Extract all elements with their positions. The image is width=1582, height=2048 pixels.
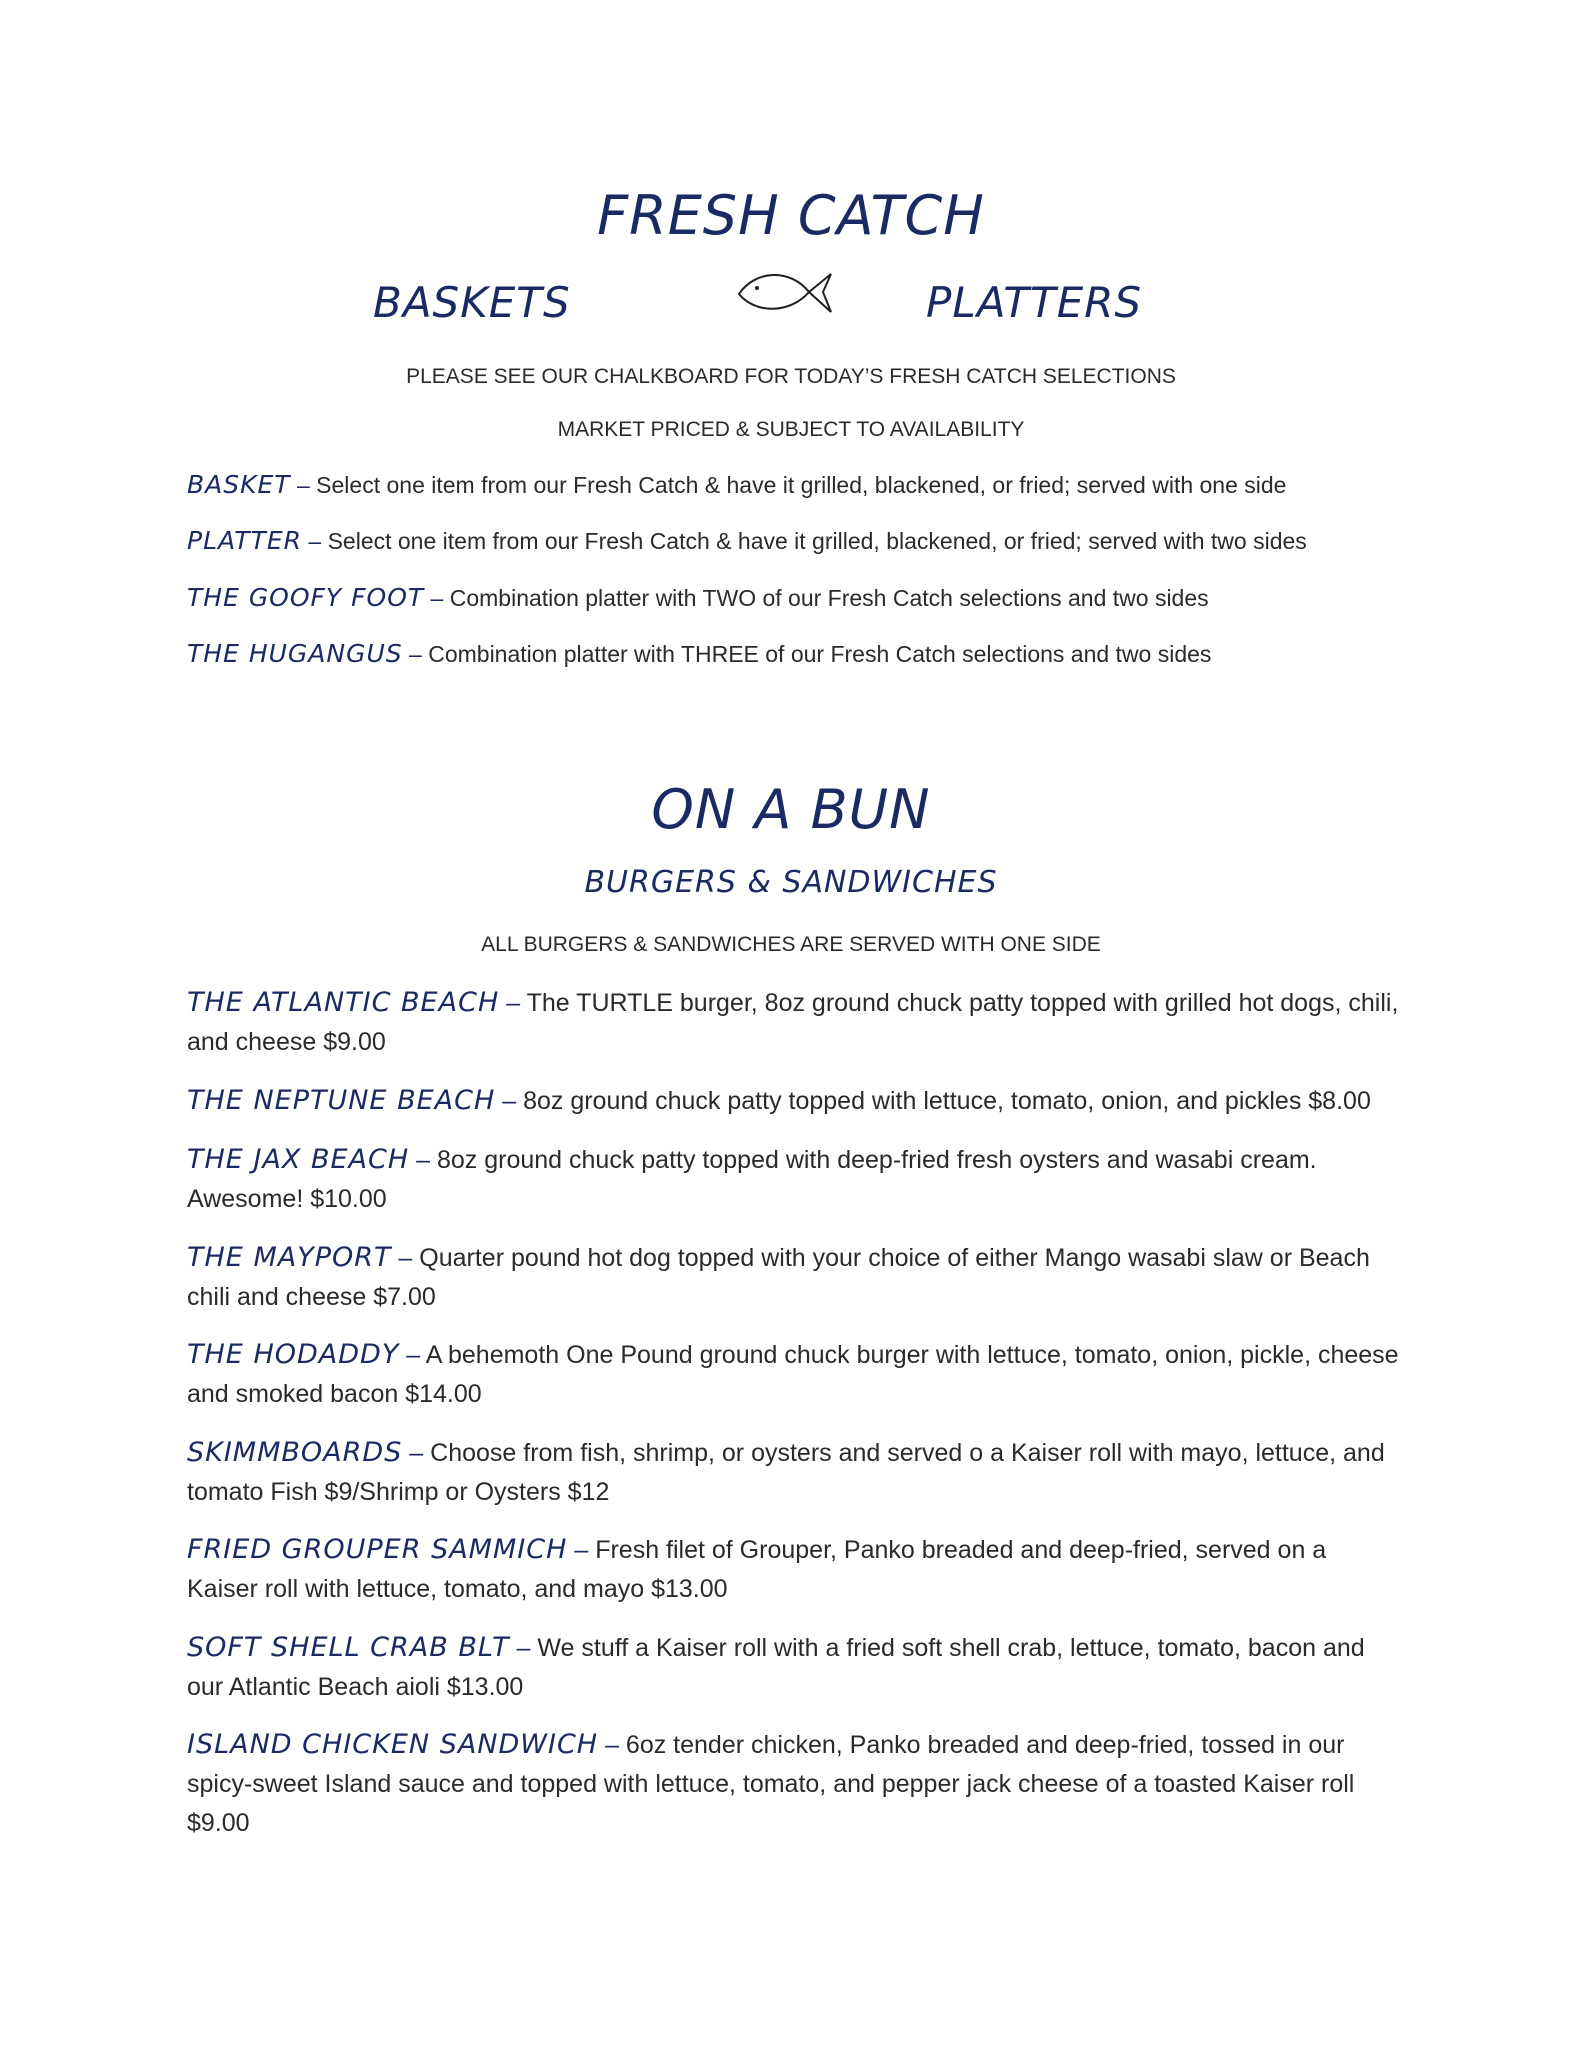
side-notice: ALL BURGERS & SANDWICHES ARE SERVED WITH ONE SIDE (481, 933, 1101, 956)
fish-icon (735, 262, 835, 322)
menu-item (187, 582, 1427, 614)
menu-item-description: Choose from fish, shrimp, or oysters and served o a Kaiser roll with mayo, lettuce, and tomato Fish $9/Shrimp or Oysters $12 (187, 1439, 1385, 1506)
menu-item-separator: – (399, 1341, 426, 1369)
section-title-on-a-bun: ON A BUN (651, 778, 931, 841)
menu-item-description: Quarter pound hot dog topped with your choice of either Mango wasabi slaw or Beach chili and cheese $7.00 (187, 1244, 1370, 1311)
menu-item-name: THE GOOFY FOOT (187, 583, 425, 612)
menu-item-name: SKIMMBOARDS (187, 1437, 403, 1468)
menu-item-description: Combination platter with TWO of our Fresh Catch selections and two sides (449, 585, 1209, 611)
menu-item-name: THE MAYPORT (187, 1242, 392, 1273)
menu-item-separator: – (302, 528, 328, 554)
menu-item-name: THE HODADDY (187, 1339, 400, 1370)
menu-item (187, 1433, 1402, 1512)
menu-item-separator: – (598, 1731, 626, 1759)
menu-item (187, 1335, 1402, 1414)
menu-item-name: THE HUGANGUS (187, 639, 403, 668)
menu-item-separator: – (402, 1439, 431, 1467)
menu-item-description: 6oz tender chicken, Panko breaded and deep-fried, tossed in our spicy-sweet Island sauce and topped with lettuce, tomato, and pepper jack cheese of a toasted Kaiser roll $9.00 (187, 1731, 1355, 1837)
platters-label: PLATTERS (926, 278, 1143, 327)
menu-item-description: Select one item from our Fresh Catch & have it grilled, blackened, or fried; served with one side (316, 472, 1287, 498)
menu-item (187, 525, 1427, 557)
menu-item (187, 983, 1402, 1062)
menu-item-separator: – (409, 1146, 437, 1174)
menu-item-name: SOFT SHELL CRAB BLT (187, 1632, 510, 1663)
menu-item (187, 1530, 1402, 1609)
menu-item (187, 1725, 1402, 1843)
menu-item-separator: – (424, 585, 450, 611)
menu-item-separator: – (391, 1244, 420, 1272)
menu-item (187, 1238, 1402, 1317)
menu-item-separator: – (499, 989, 527, 1017)
menu-item-name: FRIED GROUPER SAMMICH (187, 1534, 568, 1565)
menu-item-separator: – (567, 1536, 596, 1564)
menu-item (187, 469, 1427, 501)
menu-item-name: BASKET (187, 470, 291, 499)
baskets-label: BASKETS (373, 278, 571, 327)
menu-item-description: The TURTLE burger, 8oz ground chuck patty topped with grilled hot dogs, chili, and cheese $9.00 (187, 989, 1399, 1056)
market-price-notice: MARKET PRICED & SUBJECT TO AVAILABILITY (557, 418, 1025, 441)
menu-item-separator: – (402, 641, 429, 667)
menu-item-name: THE JAX BEACH (187, 1144, 410, 1175)
menu-item (187, 638, 1427, 670)
menu-item-description: Combination platter with THREE of our Fresh Catch selections and two sides (428, 641, 1212, 667)
menu-item-description: 8oz ground chuck patty topped with deep-fried fresh oysters and wasabi cream. Awesome! $10.00 (187, 1146, 1317, 1213)
menu-item (187, 1140, 1402, 1219)
chalkboard-notice: PLEASE SEE OUR CHALKBOARD FOR TODAY’S FRESH CATCH SELECTIONS (406, 365, 1176, 388)
menu-item-separator: – (509, 1634, 538, 1662)
menu-item-separator: – (495, 1087, 524, 1115)
menu-item-description: 8oz ground chuck patty topped with lettuce, tomato, onion, and pickles $8.00 (523, 1087, 1371, 1115)
menu-item-name: THE NEPTUNE BEACH (187, 1085, 496, 1116)
menu-item (187, 1628, 1402, 1707)
section-title-fresh-catch: FRESH CATCH (597, 184, 985, 247)
menu-item-name: ISLAND CHICKEN SANDWICH (187, 1729, 599, 1760)
menu-item-description: We stuff a Kaiser roll with a fried soft shell crab, lettuce, tomato, bacon and our Atlantic Beach aioli $13.00 (187, 1634, 1365, 1701)
menu-item-name: THE ATLANTIC BEACH (187, 987, 500, 1018)
menu-item-description: Fresh filet of Grouper, Panko breaded and deep-fried, served on a Kaiser roll with lettuce, tomato, and mayo $13.00 (187, 1536, 1327, 1603)
menu-item-separator: – (290, 472, 317, 498)
menu-item-name: PLATTER (187, 526, 302, 555)
menu-item-description: A behemoth One Pound ground chuck burger with lettuce, tomato, onion, pickle, cheese and smoked bacon $14.00 (187, 1341, 1399, 1408)
section-subtitle: BURGERS & SANDWICHES (584, 865, 998, 900)
menu-item (187, 1081, 1402, 1121)
menu-item-description: Select one item from our Fresh Catch & have it grilled, blackened, or fried; served with two sides (327, 528, 1307, 554)
